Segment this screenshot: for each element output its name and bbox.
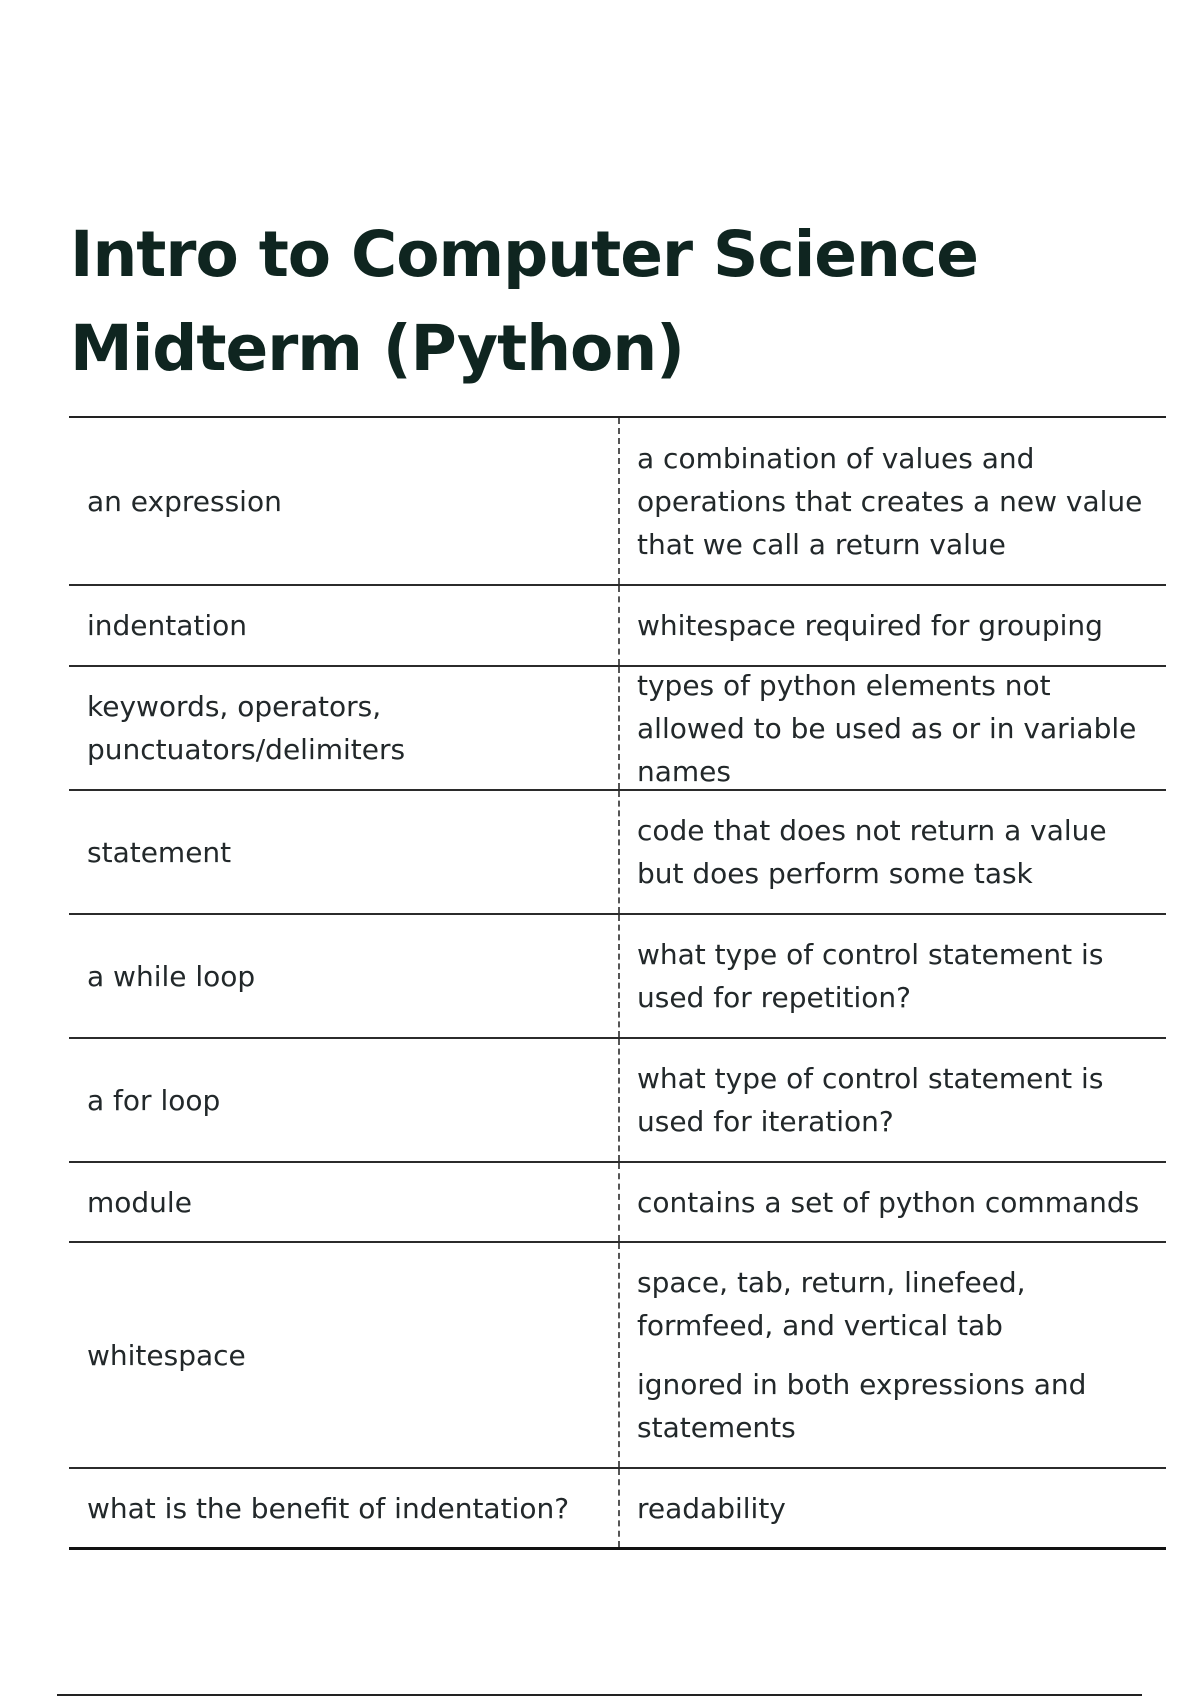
term-cell: a while loop [87,959,256,993]
table-row [69,1241,1166,1467]
table-row [69,913,1166,1037]
term-cell: indentation [87,609,248,642]
term-cell: a for loop [87,1083,221,1117]
definition-cell [618,1163,1166,1241]
table-row [69,789,1166,913]
title-line-1: Intro to Computer Science [70,218,978,291]
definition-text: what type of control statement is used for repetition? [637,938,1104,1014]
definition-cell [618,915,1166,1037]
definition-cell [618,586,1166,665]
table-row [69,665,1166,789]
term-cell: what is the benefit of indentation? [87,1491,570,1525]
definition-cell [618,418,1166,584]
definition-cell [618,667,1166,789]
definition-cell [618,791,1166,913]
definition-cell [618,1039,1166,1161]
term-cell: statement [87,835,232,869]
table-row [69,1467,1166,1547]
table-row [69,584,1166,665]
term-cell: module [87,1185,192,1219]
term-cell: an expression [87,484,282,518]
definition-cell [618,1243,1166,1467]
definition-text: readability [637,1491,786,1525]
term-cell: keywords, operators, punctuators/delimiters [87,690,406,766]
definition-text: space, tab, return, linefeed, formfeed, and vertical tab [637,1266,1026,1342]
definition-cell [618,1469,1166,1547]
table-row [69,1037,1166,1161]
table-row [69,418,1166,584]
page-title [70,208,1120,396]
definition-text: what type of control statement is used for iteration? [637,1062,1104,1138]
definition-text: a combination of values and operations that creates a new value that we call a return value [637,441,1143,561]
title-line-2: Midterm (Python) [70,312,684,385]
definition-text: code that does not return a value but does perform some task [637,814,1107,890]
definition-text: contains a set of python commands [637,1185,1140,1219]
definition-text: ignored in both expressions and statements [637,1368,1087,1444]
table-row [69,1161,1166,1241]
footer-divider [57,1694,1142,1696]
terms-table [69,416,1166,1550]
definition-text: types of python elements not allowed to be used as or in variable names [637,668,1137,788]
term-cell: whitespace [87,1338,246,1372]
definition-text: whitespace required for grouping [637,609,1103,642]
